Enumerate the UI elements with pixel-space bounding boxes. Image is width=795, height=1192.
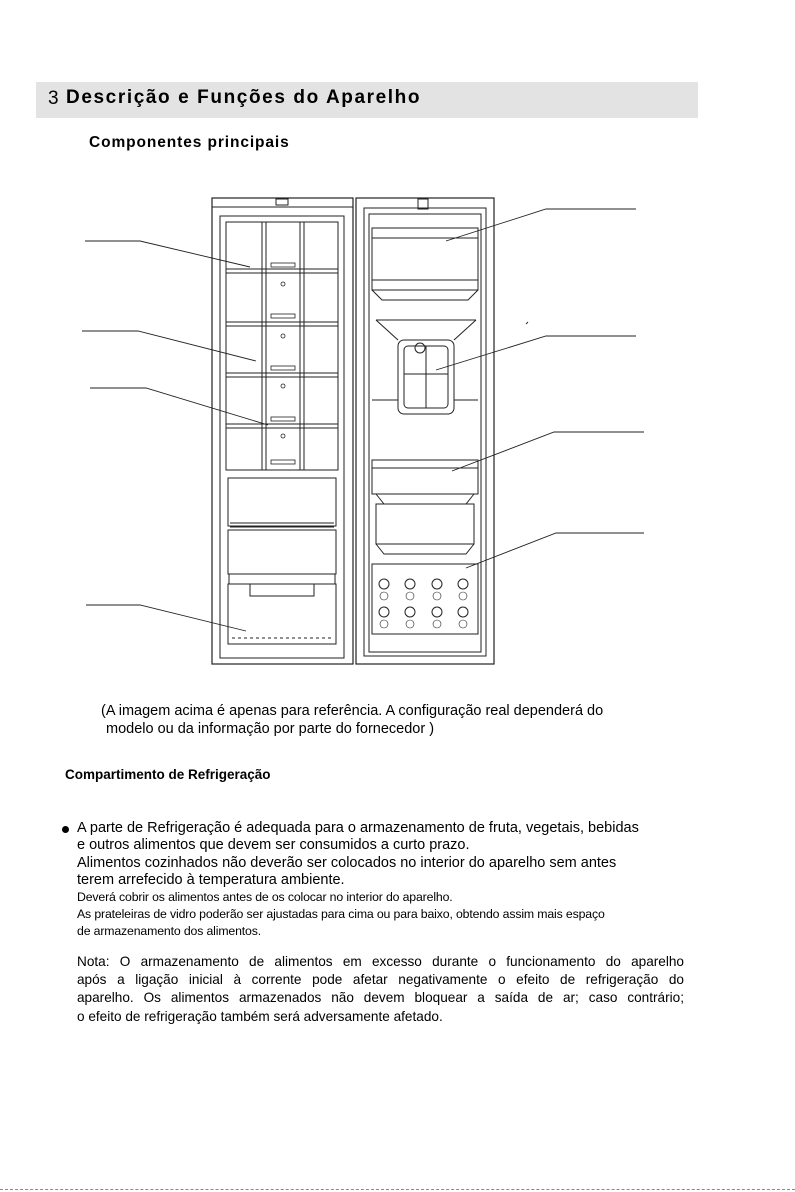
note-line-2: após a ligação inicial à corrente pode afetar negativamente o efeito de refrigeração do (77, 972, 684, 988)
body-line-1: A parte de Refrigeração é adequada para o armazenamento de fruta, vegetais, bebidas (77, 820, 639, 836)
callout-lines-left (82, 241, 268, 631)
bullet-icon (62, 826, 69, 833)
water-dispenser (372, 320, 478, 414)
body-line-5: Deverá cobrir os alimentos antes de os colocar no interior do aparelho. (77, 890, 453, 905)
section-header-bar (36, 82, 698, 118)
note-line-4: o efeito de refrigeração também será adversamente afetado. (77, 1008, 443, 1024)
compartment-description (60, 820, 710, 940)
body-line-6: As prateleiras de vidro poderão ser ajustadas para cima ou para baixo, obtendo assim mais espaço (77, 907, 605, 922)
callout-lines-right (436, 209, 644, 568)
section-number: 3 (48, 88, 59, 109)
body-line-2: e outros alimentos que devem ser consumidos a curto prazo. (77, 837, 470, 854)
door-shelf-top (372, 228, 478, 290)
door-shelf-middle (372, 460, 478, 554)
note-line-1: Nota: O armazenamento de alimentos em excesso durante o funcionamento do aparelho (77, 954, 684, 969)
body-line-3: Alimentos cozinhados não deverão ser colocados no interior do aparelho sem antes (77, 854, 617, 871)
note-paragraph (77, 953, 684, 1026)
note-line-3: aparelho. Os alimentos armazenados não devem bloquear a saída de ar; caso contrário; (77, 990, 684, 1006)
cabinet-outline (212, 198, 353, 664)
components-subtitle: Componentes principais (89, 134, 290, 151)
body-line-4: terem arrefecido à temperatura ambiente. (77, 871, 345, 888)
door-bottle-shelf (372, 564, 478, 634)
caption-line-1: (A imagem acima é apenas para referência. A configuração real dependerá do (101, 703, 604, 719)
refrigerator-diagram (0, 180, 795, 680)
section-title: Descrição e Funções do Aparelho (66, 87, 422, 108)
body-line-7: de armazenamento dos alimentos. (77, 924, 262, 939)
page-bottom-divider (0, 1189, 795, 1190)
figure-caption (101, 702, 603, 738)
cabinet-glass-shelves (226, 269, 338, 428)
caption-line-2: modelo ou da informação por parte do fornecedor ) (106, 721, 435, 737)
compartment-heading: Compartimento de Refrigeração (65, 767, 271, 782)
door-outline (356, 198, 494, 664)
